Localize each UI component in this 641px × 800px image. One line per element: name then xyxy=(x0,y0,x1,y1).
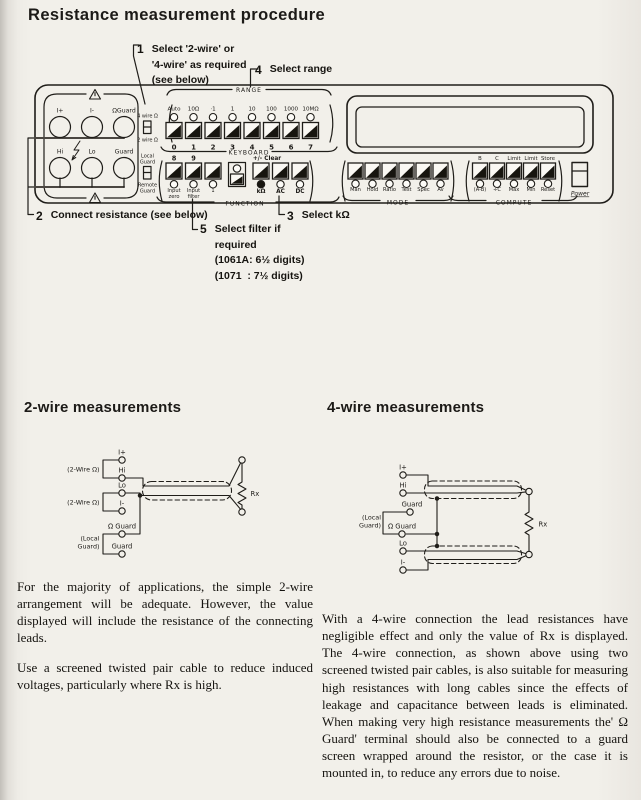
4w-terminal-i-plus xyxy=(400,472,406,478)
callout-4-text: Select range xyxy=(269,63,333,75)
mode-keys-group xyxy=(348,163,448,193)
4w-local-guard-label-1: (Local xyxy=(361,513,381,522)
keyboard-digit: 3 xyxy=(230,143,235,152)
range-key xyxy=(244,123,260,139)
indicator-lamp xyxy=(296,181,303,188)
keyboard-digit: 6 xyxy=(288,143,294,152)
indicator-lamp xyxy=(248,114,255,121)
two-wire-paragraph-1: For the majority of applications, the simple 2-wire arrangement will be adequate. However, the value displayed will include the resistance of the connecting leads. xyxy=(17,579,313,646)
function-key-label: Input xyxy=(167,188,181,195)
callout-2-text: Connect resistance (see below) xyxy=(50,209,208,221)
mode-key xyxy=(416,163,431,179)
2w-rx-top-terminal xyxy=(239,457,245,463)
4w-rx-label: Rx xyxy=(538,520,548,529)
4w-guard-dot-bottom xyxy=(435,544,438,547)
4w-label-lo: Lo xyxy=(399,539,407,548)
terminal-i-plus xyxy=(50,117,71,138)
4w-cable-screen-top xyxy=(425,481,522,499)
compute-key-top-label: Store xyxy=(541,156,555,163)
4w-terminal-hi xyxy=(400,490,406,496)
display-window-inner xyxy=(356,107,584,147)
terminal-label-lo: Lo xyxy=(88,148,96,156)
range-key xyxy=(283,123,299,139)
range-key-label: 10MΩ xyxy=(302,106,319,113)
terminal-hi xyxy=(50,158,71,179)
mode-key xyxy=(348,163,363,179)
terminal-label-i-plus: I+ xyxy=(56,107,64,115)
indicator-lamp xyxy=(268,114,275,121)
2w-rx-label: Rx xyxy=(250,490,260,498)
indicator-lamp xyxy=(170,114,177,121)
wire-switch-label-4wire: 4 wire Ω xyxy=(137,113,158,120)
callout-3-line xyxy=(279,196,285,215)
terminal-guard xyxy=(114,158,135,179)
callout-1-text: Select '2-wire' or '4-wire' as required (see below) xyxy=(151,43,247,86)
two-wire-paragraph-2: Use a screened twisted pair cable to reduce induced voltages, particularly where Rx is high. xyxy=(17,659,313,692)
function-key xyxy=(166,163,182,179)
keyboard-digit: 7 xyxy=(308,143,313,152)
compute-key-label: Min xyxy=(526,187,536,194)
callout-5-number: 5 xyxy=(200,222,207,236)
4w-rx-top-terminal xyxy=(526,488,532,494)
guard-switch-label-remote-1: Remote xyxy=(137,182,158,189)
4w-local-guard-label-2: Guard) xyxy=(359,521,381,530)
terminal-lo xyxy=(82,158,103,179)
function-key xyxy=(253,163,269,179)
4w-label-ohm-guard: Ω Guard xyxy=(387,522,417,531)
warning-triangle-icon xyxy=(90,90,101,203)
range-key-label: 1 xyxy=(230,106,235,113)
terminal-stems xyxy=(60,178,124,187)
function-right-keys-group xyxy=(253,163,308,195)
mode-key xyxy=(399,163,414,179)
compute-key xyxy=(541,163,556,179)
4w-iminus-wire xyxy=(406,556,526,570)
2w-label-hi: Hi xyxy=(118,466,126,475)
compute-key xyxy=(473,163,488,179)
compute-key-label: Reset xyxy=(540,187,556,194)
range-key-label: 100 xyxy=(266,106,277,113)
range-key-label: 1000 xyxy=(283,106,299,113)
mode-key-label: Av xyxy=(437,187,444,194)
2w-cable-screen xyxy=(143,482,232,501)
range-key xyxy=(264,123,280,139)
2w-label-guard: Guard xyxy=(111,542,133,551)
indicator-lamp xyxy=(170,181,177,188)
2w-rx-resistor xyxy=(238,463,246,509)
page-title: Resistance measurement procedure xyxy=(28,6,326,24)
function-left-keys-group xyxy=(166,154,221,200)
4w-label-guard: Guard xyxy=(401,500,423,509)
4w-terminal-i-minus xyxy=(400,567,406,573)
function-key-label: Input xyxy=(186,188,201,195)
compute-key-label: ÷C xyxy=(493,187,501,194)
2w-label-ohm-guard: Ω Guard xyxy=(107,522,137,531)
range-keys-group xyxy=(166,107,319,152)
terminal-ohm-guard xyxy=(114,117,135,138)
compute-key xyxy=(524,163,539,179)
2w-bracket-label-bottom: (2-Wire Ω) xyxy=(67,498,100,507)
4w-guard-dot-mid xyxy=(435,532,438,535)
callout-1-line xyxy=(134,45,146,104)
2w-terminal-i-minus xyxy=(119,508,125,514)
keyboard-digit: 4 xyxy=(249,143,255,152)
mode-section-label: MODE xyxy=(386,199,410,207)
range-key-label: Auto xyxy=(167,106,181,113)
4w-terminal-guard xyxy=(407,509,413,515)
keyboard-digit: 0 xyxy=(171,143,177,152)
four-wire-text xyxy=(322,610,628,794)
2w-label-lo: Lo xyxy=(118,481,126,490)
keyboard-digit: 1 xyxy=(191,143,196,152)
4w-terminal-lo xyxy=(400,548,406,554)
range-key xyxy=(186,123,202,139)
compute-key xyxy=(490,163,505,179)
range-key-label: 10 xyxy=(248,106,256,113)
compute-key xyxy=(507,163,522,179)
display-window-outer xyxy=(347,96,593,153)
terminal-label-hi: Hi xyxy=(56,148,64,156)
2w-hi-wire xyxy=(125,463,240,486)
guard-switch-label-remote-2: Guard xyxy=(139,188,156,195)
compute-section-label: COMPUTE xyxy=(495,199,533,207)
range-key xyxy=(205,123,221,139)
front-panel-figure xyxy=(0,0,641,310)
function-key-label: AC xyxy=(276,188,285,195)
range-key xyxy=(303,123,319,139)
wire-switch-label-2wire: 2 wire Ω xyxy=(137,137,158,144)
indicator-lamp xyxy=(287,114,294,121)
compute-key-label: Max xyxy=(508,187,520,194)
callout-3-text: Select kΩ xyxy=(301,209,350,221)
indicator-lamp xyxy=(209,181,216,188)
power-label: Power xyxy=(570,190,590,198)
4w-guard-dot-top xyxy=(435,497,438,500)
function-key-label: DC xyxy=(295,188,305,195)
callout-2-number: 2 xyxy=(36,209,43,223)
range-key-label: ·1 xyxy=(210,106,216,113)
function-key-label: zero xyxy=(168,194,180,201)
lone-key-lamp xyxy=(233,165,240,172)
callout-3-number: 3 xyxy=(287,209,294,223)
2w-terminal-guard xyxy=(119,551,125,557)
guard-switch-label-local-2: Guard xyxy=(139,159,156,166)
range-section-label: RANGE xyxy=(236,87,262,94)
callout-2-line xyxy=(28,138,34,215)
compute-key-label: (A-B) xyxy=(473,187,487,194)
4w-rx-bottom-terminal xyxy=(526,551,532,557)
indicator-lamp xyxy=(277,181,284,188)
mode-key xyxy=(365,163,380,179)
keyboard-digit: 2 xyxy=(210,143,216,152)
2w-label-i-plus: I+ xyxy=(118,448,126,457)
four-wire-heading: 4-wire measurements xyxy=(327,399,485,416)
callout-1-number: 1 xyxy=(137,42,144,56)
2w-junction-dot xyxy=(138,494,141,497)
mode-key-label: Man xyxy=(350,187,361,194)
terminal-label-i-minus: I- xyxy=(89,107,95,115)
4w-cable-screen-bottom xyxy=(425,546,522,564)
callout-4-number: 4 xyxy=(255,63,262,77)
panel-outline xyxy=(35,85,613,203)
mode-key-label: Test xyxy=(401,187,412,194)
compute-key-top-label: Limit xyxy=(507,156,521,163)
mode-key-label: Ratio xyxy=(382,187,397,194)
mode-key-label: Hold xyxy=(366,187,379,194)
indicator-lamp xyxy=(229,114,236,121)
mode-key xyxy=(382,163,397,179)
2w-link-lo-iminus xyxy=(103,493,119,511)
2w-terminal-lo xyxy=(119,490,125,496)
terminal-label-ohm-guard: ΩGuard xyxy=(112,107,136,115)
indicator-lamp xyxy=(190,114,197,121)
indicator-lamp xyxy=(190,181,197,188)
function-key xyxy=(186,163,202,179)
power-switch xyxy=(572,163,588,187)
keyboard-digit: 8 xyxy=(171,154,177,163)
range-key-label: 10Ω xyxy=(187,106,200,113)
range-key xyxy=(166,123,182,139)
4w-label-hi: Hi xyxy=(399,481,407,490)
compute-key-top-label: C xyxy=(495,156,499,163)
plusminus-clear-label: +/- Clear xyxy=(252,156,282,162)
compute-keys-group xyxy=(473,156,556,193)
function-key xyxy=(205,163,221,179)
keyboard-digit: 5 xyxy=(269,143,274,152)
wiring-diagrams xyxy=(0,430,641,590)
indicator-lamp xyxy=(209,114,216,121)
4w-terminal-ohm-guard xyxy=(399,531,405,537)
compute-key-top-label: Limit xyxy=(524,156,538,163)
2w-bracket-label-top: (2-Wire Ω) xyxy=(67,465,100,474)
compute-key-top-label: B xyxy=(478,156,482,163)
4w-rx-resistor xyxy=(525,495,533,552)
2w-terminal-i-plus xyxy=(119,457,125,463)
lightning-bolt-icon xyxy=(72,141,80,160)
function-key-label: 1 xyxy=(211,188,215,195)
2w-local-guard-label-2: Guard) xyxy=(77,542,100,551)
2w-terminal-ohm-guard xyxy=(119,531,125,537)
mode-key xyxy=(433,163,448,179)
keyboard-digit: 9 xyxy=(191,154,196,163)
callout-5-text: Select filter if required (1061A: 6½ digits) (1071 : 7½ digits) xyxy=(214,223,305,282)
terminal-label-guard: Guard xyxy=(114,148,134,156)
2w-local-guard-label-1: (Local xyxy=(80,534,100,543)
range-key xyxy=(225,123,241,139)
function-key-label: kΩ xyxy=(256,188,266,195)
2w-lo-wire xyxy=(125,493,240,509)
two-wire-heading: 2-wire measurements xyxy=(24,399,182,416)
indicator-lamp xyxy=(257,181,264,188)
function-key xyxy=(292,163,308,179)
4w-label-i-minus: I- xyxy=(400,558,406,567)
keyboard-section-label: KEYBOARD xyxy=(228,149,270,157)
guard-switch-label-local-1: Local xyxy=(141,153,154,160)
2w-label-i-minus: I- xyxy=(119,499,125,508)
indicator-lamp xyxy=(307,114,314,121)
function-section-label: FUNCTION xyxy=(225,200,265,208)
terminal-i-minus xyxy=(82,117,103,138)
2w-rx-bottom-terminal xyxy=(239,509,245,515)
2w-link-iplus-hi xyxy=(103,460,119,478)
two-wire-text xyxy=(17,578,313,705)
mode-key-label: Spec xyxy=(417,187,430,194)
2w-terminal-hi xyxy=(119,475,125,481)
function-key-label: filter xyxy=(187,194,200,201)
function-key xyxy=(273,163,289,179)
terminal-bus-lines xyxy=(35,138,124,187)
4w-label-i-plus: I+ xyxy=(399,463,407,472)
four-wire-paragraph: With a 4-wire connection the lead resistances have negligible effect and only the value of Rx is displayed. The 4-wire connection, as shown above using two screened twisted pair cables, is also suitable for measuring high resistances with long cables since the effects of leakage and capacitance between leads is eliminated. When making very high resistance measurements the' Ω Guard' terminal should also be connected to a guard screen wrapped around the resistor, or the case it is mounted in, to reduce any errors due to noise. xyxy=(322,611,628,781)
